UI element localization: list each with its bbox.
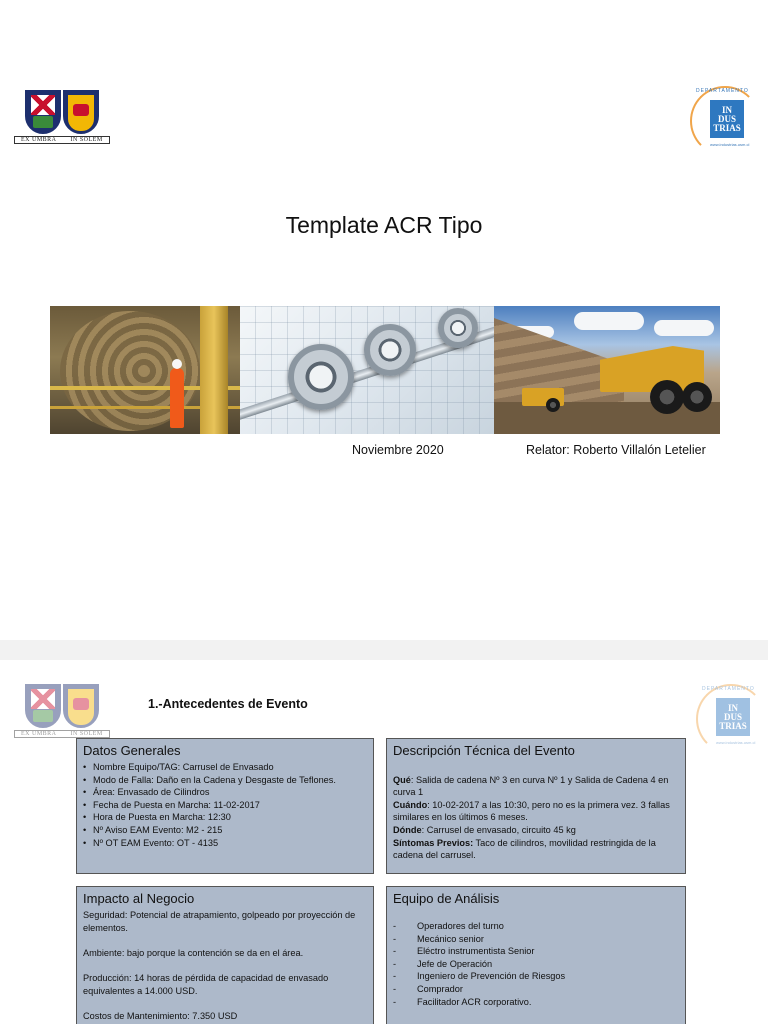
list-item: • Área: Envasado de Cilindros	[83, 786, 367, 799]
where-paragraph	[393, 824, 679, 837]
presentation-date: Noviembre 2020	[352, 443, 444, 457]
list-item: • Nº OT EAM Evento: OT - 4135	[83, 837, 367, 850]
university-crest	[14, 90, 110, 144]
maintenance-cost-text: Costos de Mantenimiento: 7.350 USD	[83, 1010, 238, 1021]
list-item: - Ingeniero de Prevención de Riesgos	[393, 970, 679, 983]
logo-box	[716, 698, 750, 736]
logo-url: www.industrias.usm.cl	[710, 142, 750, 147]
crest-motto-right: IN SOLEM	[70, 137, 103, 143]
list-item: • Nombre Equipo/TAG: Carrusel de Envasado	[83, 761, 367, 774]
crest-right-shield-icon	[63, 90, 99, 134]
department-logo	[696, 684, 766, 754]
card-heading: Equipo de Análisis	[393, 891, 500, 906]
card-heading: Impacto al Negocio	[83, 891, 195, 906]
list-item: - Comprador	[393, 983, 679, 996]
business-impact-card	[76, 886, 374, 1024]
general-data-list	[83, 761, 367, 849]
card-heading: Descripción Técnica del Evento	[393, 743, 575, 758]
what-paragraph	[393, 774, 679, 799]
list-item: - Eléctro instrumentista Senior	[393, 945, 679, 958]
analysis-team-list	[393, 920, 679, 1008]
list-item: • Nº Aviso EAM Evento: M2 - 215	[83, 824, 367, 837]
logo-box-line-2: DUS	[717, 113, 736, 124]
logo-box-line-1: IN	[727, 702, 738, 713]
symptoms-paragraph	[393, 837, 679, 862]
where-label: Dónde	[393, 824, 422, 835]
logo-url: www.industrias.usm.cl	[716, 740, 756, 745]
logo-box-line-1: IN	[721, 104, 732, 115]
production-text: Producción: 14 horas de pérdida de capacidad de envasado equivalentes a 14.000 USD.	[83, 972, 329, 996]
analysis-team-card	[386, 886, 686, 1024]
list-item: - Jefe de Operación	[393, 958, 679, 971]
logo-arc-text: DEPARTAMENTO	[702, 686, 755, 692]
crest-motto-right: IN SOLEM	[70, 731, 103, 737]
list-item: • Fecha de Puesta en Marcha: 11-02-2017	[83, 799, 367, 812]
card-heading: Datos Generales	[83, 743, 181, 758]
list-item: • Modo de Falla: Daño en la Cadena y Desgaste de Teflones.	[83, 774, 367, 787]
list-item: - Mecánico senior	[393, 933, 679, 946]
environment-text: Ambiente: bajo porque la contención se da en el área.	[83, 947, 304, 958]
department-logo	[690, 86, 760, 156]
general-data-card	[76, 738, 374, 874]
crest-motto	[14, 730, 110, 738]
crest-motto	[14, 136, 110, 144]
symptoms-text: Taco de cilindros, movilidad restringida de la cadena del carrusel.	[393, 837, 656, 861]
presenter-name: Relator: Roberto Villalón Letelier	[526, 443, 706, 457]
bearings-photo	[240, 306, 494, 434]
what-text: : Salida de cadena Nº 3 en curva Nº 1 y Salida de Cadena 4 en curva 1	[393, 774, 669, 798]
crest-right-shield-icon	[63, 684, 99, 728]
crest-motto-left: EX UMBRA	[21, 731, 57, 737]
symptoms-label: Síntomas Previos:	[393, 837, 474, 848]
logo-box-line-3: TRIAS	[719, 720, 747, 731]
when-label: Cuándo	[393, 799, 428, 810]
logo-box	[710, 100, 744, 138]
list-item: - Facilitador ACR corporativo.	[393, 996, 679, 1009]
section-title: 1.-Antecedentes de Evento	[148, 697, 308, 711]
event-background-slide	[0, 660, 768, 1024]
slide-separator	[0, 640, 768, 660]
crest-motto-left: EX UMBRA	[21, 137, 57, 143]
slide-title: Template ACR Tipo	[285, 212, 483, 238]
mining-trucks-photo	[494, 306, 720, 434]
logo-box-line-3: TRIAS	[713, 122, 741, 133]
mill-worker-photo	[50, 306, 240, 434]
technical-description-card	[386, 738, 686, 874]
crest-left-shield-icon	[25, 90, 61, 134]
what-label: Qué	[393, 774, 411, 785]
crest-left-shield-icon	[25, 684, 61, 728]
university-crest	[14, 684, 110, 738]
list-item: • Hora de Puesta en Marcha: 12:30	[83, 811, 367, 824]
when-paragraph	[393, 799, 679, 824]
logo-arc-text: DEPARTAMENTO	[696, 88, 749, 94]
safety-text: Seguridad: Potencial de atrapamiento, golpeado por proyección de elementos.	[83, 910, 356, 933]
when-text: : 10-02-2017 a las 10:30, pero no es la primera vez. 3 fallas similares en los últimos 6 meses.	[393, 799, 670, 823]
where-text: : Carrusel de envasado, circuito 45 kg	[421, 824, 576, 835]
list-item: - Operadores del turno	[393, 920, 679, 933]
logo-box-line-2: DUS	[723, 711, 742, 722]
